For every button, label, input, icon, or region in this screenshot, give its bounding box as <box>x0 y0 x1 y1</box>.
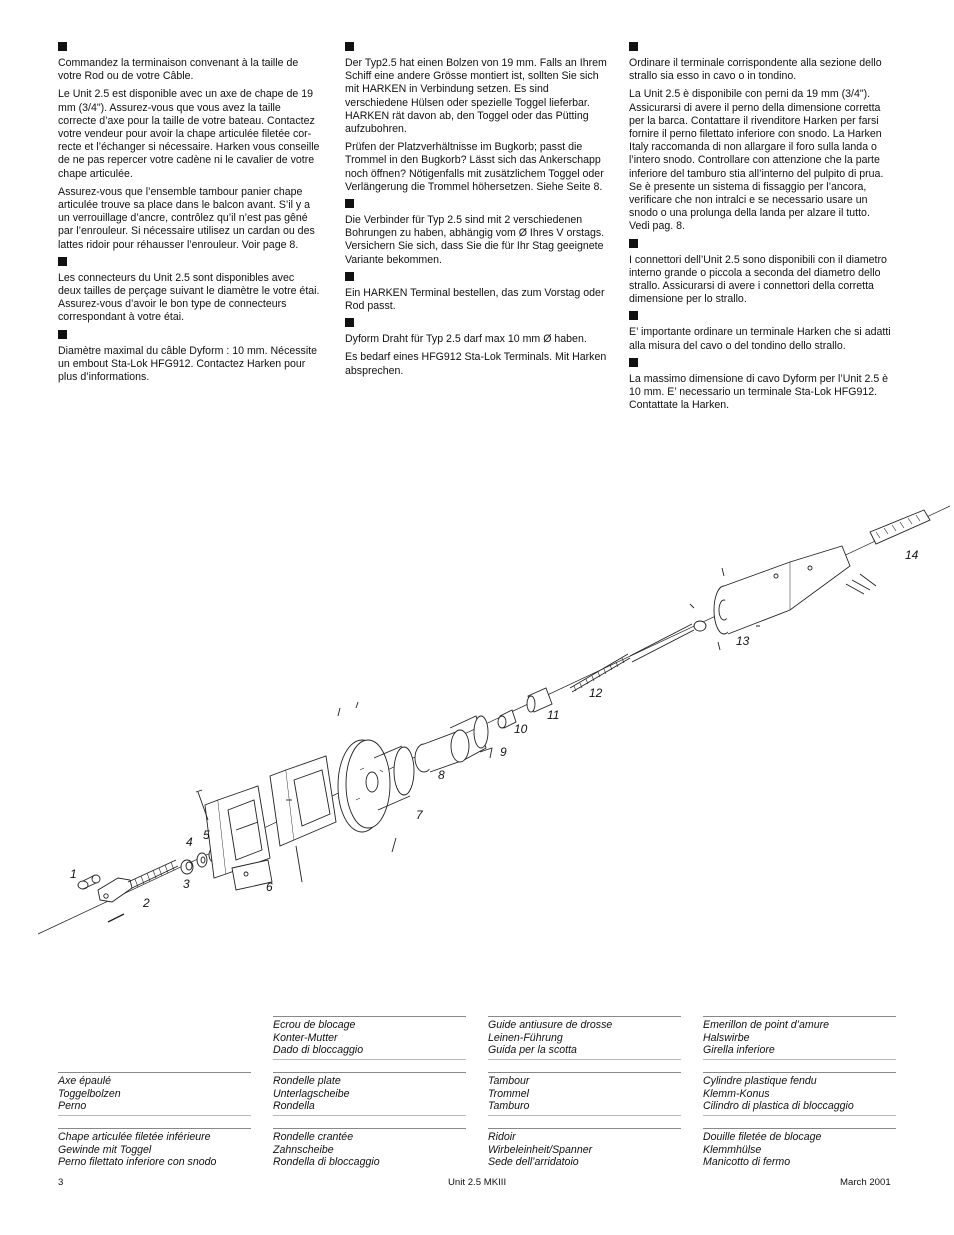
legend-fr: Rondelle crantée <box>273 1131 354 1143</box>
part-number-3: 3 <box>183 877 190 891</box>
document-date: March 2001 <box>840 1177 891 1188</box>
part-number-4: 4 <box>186 835 193 849</box>
legend-rule <box>703 1128 896 1129</box>
legend-it: Guida per la scotta <box>488 1044 577 1057</box>
legend-rule <box>58 1128 251 1129</box>
legend-fr: Ridoir <box>488 1131 516 1143</box>
legend-de: Konter-Mutter <box>273 1031 338 1044</box>
legend-it: Rondella di bloccaggio <box>273 1156 380 1169</box>
legend-de: Gewinde mit Toggel <box>58 1143 152 1156</box>
bullet-square <box>629 42 638 51</box>
german-column <box>345 42 607 383</box>
legend-it: Cilindro di plastica di bloccaggio <box>703 1100 854 1113</box>
german-p6: Es bedarf eines HFG912 Sta-Lok Terminals. Mit Harken absprechen. <box>345 351 607 377</box>
part-number-8: 8 <box>438 768 445 782</box>
italian-p5: La massimo dimensione di cavo Dyform per l’Unit 2.5 è 10 mm. E’ necessario un terminale Sta-Lok HFG912. Contattate la Harken. <box>629 372 889 412</box>
part-line-guide <box>270 756 336 882</box>
part-number-7: 7 <box>416 808 423 822</box>
legend-item-clevis-pin <box>58 1072 251 1116</box>
legend-item-locking-sleeve <box>703 1128 896 1169</box>
legend-fr: Ecrou de blocage <box>273 1019 356 1031</box>
french-p1: Commandez la terminaison convenant à la taille de votre Rod ou de votre Câble. <box>58 57 299 83</box>
legend-item-tooth-washer <box>273 1128 466 1169</box>
legend-rule <box>273 1016 466 1017</box>
page-number: 3 <box>58 1177 64 1188</box>
german-p5: Dyform Draht für Typ 2.5 darf max 10 mm Ø haben. <box>345 333 587 346</box>
legend-it: Rondella <box>273 1100 315 1113</box>
bullet-square <box>345 199 354 208</box>
legend-fr: Tambour <box>488 1075 530 1087</box>
part-number-6: 6 <box>266 880 273 894</box>
part-number-2: 2 <box>143 896 150 910</box>
part-foil-connector <box>690 546 876 650</box>
legend-it: Dado di bloccaggio <box>273 1044 364 1057</box>
legend-de: Klemm-Konus <box>703 1087 770 1100</box>
legend-de: Unterlagscheibe <box>273 1087 350 1100</box>
bullet-square <box>629 358 638 367</box>
french-p3: Assurez-vous que l’ensemble tambour panier chape articulée trouve sa place dans le balcon avant. S’il y a un verrouillage d’ancre, contrôlez qu’il n’est pas gêné par l’enrouleur. Si nécessaire utilisez un cardan ou des lattes ridoir pour réhausser l’enrouleur. Voir page 8. <box>58 185 315 251</box>
part-number-5: 5 <box>203 828 210 842</box>
legend-fr: Douille filetée de blocage <box>703 1131 822 1143</box>
legend-item-split-cylinder <box>703 1072 896 1116</box>
part-number-11: 11 <box>547 708 560 722</box>
legend-item-swivel-base <box>488 1128 681 1169</box>
bullet-square <box>58 42 67 51</box>
part-number-14: 14 <box>905 548 919 562</box>
legend-rule <box>703 1059 896 1060</box>
legend-de: Klemmhülse <box>703 1143 762 1156</box>
italian-p2: La Unit 2.5 è disponibile con perni da 19 mm (3/4"). Assicurarsi di avere il perno della dimensione corretta per la barca. Contattare il rivenditore Harken per farsi fornire il perno filettato inferiore con snodo. La Harken Italy raccomanda di non allargare il foro sulla landa o l’intero snodo. Controllare con attenzione che la parte inferiore del tamburo stia all’interno del pulpito di prua. Se è presente un sistema di fissaggio per l’ancora, verificare che non intralci e se necessario usare un snodo o una prolunga della landa per alzare il tutto. Vedi pag. 8. <box>629 88 884 233</box>
french-p2: Le Unit 2.5 est disponible avec un axe de chape de 19 mm (3/4"). Assurez-vous que vous avez la taille correcte d’axe pour la taille de votre bateau. Contactez votre vendeur pour avoir la chape articulée filetée cor-recte et l’échanger si nécessaire. Harken vous conseille de ne pas repercer votre cadène ni le cavalier de votre chape articulée. <box>58 88 320 180</box>
french-p4: Les connecteurs du Unit 2.5 sont disponibles avec deux tailles de perçage suivant le diamètre le votre étai. Assurez-vous d’avoir le bon type de connecteurs correspondant à votre étai. <box>58 271 320 324</box>
legend-rule <box>273 1115 466 1116</box>
italian-column <box>629 42 891 417</box>
part-flat-washer <box>197 853 207 867</box>
legend-de: Leinen-Führung <box>488 1031 563 1044</box>
bullet-square <box>345 42 354 51</box>
bullet-square <box>629 239 638 248</box>
italian-p4: E’ importante ordinare un terminale Harken che si adatti alla misura del cavo o del tondino dello strallo. <box>629 326 891 352</box>
legend-fr: Emerillon de point d’amure <box>703 1019 830 1031</box>
part-threaded-sleeve <box>870 510 930 544</box>
legend-fr: Chape articulée filetée inférieure <box>58 1131 211 1143</box>
part-number-1: 1 <box>70 867 77 881</box>
legend-fr: Guide antiusure de drosse <box>488 1019 613 1031</box>
part-threaded-toggle <box>98 860 178 922</box>
legend-it: Perno <box>58 1100 87 1113</box>
legend-fr: Rondelle plate <box>273 1075 341 1087</box>
legend-rule <box>488 1115 681 1116</box>
german-p2: Prüfen der Platzverhältnisse im Bugkorb; passt die Trommel in den Bugkorb? Lässt sich das Ankerschapp noch öffnen? Nötigenfalls mit zusätzlichem Toggel oder Verlängerung die Trommel höhersetzen. Siehe Seite 8. <box>345 141 604 193</box>
part-tack-swivel <box>415 716 492 772</box>
exploded-parts-diagram <box>0 470 954 970</box>
legend-rule <box>703 1115 896 1116</box>
legend-de: Wirbeleinheit/Spanner <box>488 1143 593 1156</box>
legend-rule <box>488 1072 681 1073</box>
legend-de: Zahnscheibe <box>273 1143 334 1156</box>
legend-it: Manicotto di fermo <box>703 1156 791 1169</box>
legend-it: Perno filettato inferiore con snodo <box>58 1156 217 1169</box>
legend-rule <box>488 1059 681 1060</box>
legend-it: Girella inferiore <box>703 1044 775 1057</box>
legend-rule <box>488 1016 681 1017</box>
legend-it: Sede dell’arridatoio <box>488 1156 579 1169</box>
part-rod <box>630 621 706 662</box>
legend-rule <box>58 1115 251 1116</box>
legend-rule <box>273 1072 466 1073</box>
legend-rule <box>273 1059 466 1060</box>
italian-p1: Ordinare il terminale corrispondente alla sezione dello strallo sia esso in cavo o in tondino. <box>629 57 882 83</box>
legend-item-line-guide <box>488 1016 681 1060</box>
legend-de: Halswirbe <box>703 1031 750 1044</box>
legend-item-tack-swivel <box>703 1016 896 1060</box>
legend-fr: Cylindre plastique fendu <box>703 1075 817 1087</box>
legend-item-lock-nut <box>273 1016 466 1060</box>
document-title: Unit 2.5 MKIII <box>448 1177 507 1188</box>
bullet-square <box>345 272 354 281</box>
legend-rule <box>58 1072 251 1073</box>
legend-item-threaded-toggle <box>58 1128 251 1169</box>
french-p5: Diamètre maximal du câble Dyform : 10 mm. Nécessite un embout Sta-Lok HFG912. Contactez Harken pour plus d’informations. <box>58 344 318 384</box>
legend-rule <box>703 1016 896 1017</box>
part-lock-nut <box>181 860 193 874</box>
german-p1: Der Typ2.5 hat einen Bolzen von 19 mm. Falls an Ihrem Schiff eine andere Grösse montiert ist, sollten Sie sich mit HARKEN in Verbindung setzen. Es sind verschiedene Hülsen oder spezielle Toggel lieferbar. HARKEN rät davon ab, den Toggel oder das Pütting aufzubohren. <box>345 57 607 136</box>
legend-fr: Axe épaulé <box>58 1075 112 1087</box>
legend-rule <box>703 1072 896 1073</box>
part-number-10: 10 <box>514 722 528 736</box>
part-number-12: 12 <box>589 686 603 700</box>
bullet-square <box>345 318 354 327</box>
french-column <box>58 42 320 389</box>
legend-rule <box>488 1128 681 1129</box>
legend-de: Toggelbolzen <box>58 1087 121 1100</box>
legend-item-drum <box>488 1072 681 1116</box>
part-number-9: 9 <box>500 745 507 759</box>
legend-rule <box>273 1128 466 1129</box>
german-p3: Die Verbinder für Typ 2.5 sind mit 2 verschiedenen Bohrungen zu haben, abhängig vom Ø Ihres V orstags. Versichern Sie sich, dass Sie die für Ihr Stag geeignete Variante bekommen. <box>345 214 605 266</box>
part-clevis-pin <box>78 875 100 889</box>
legend-it: Tamburo <box>488 1100 530 1113</box>
bullet-square <box>629 311 638 320</box>
italian-p3: I connettori dell’Unit 2.5 sono disponibili con il diametro interno grande o piccola a seconda del diametro dello strallo. Assicurarsi di avere i connettori della corretta dimensione per lo strallo. <box>629 253 887 306</box>
part-number-13: 13 <box>736 634 750 648</box>
legend-de: Trommel <box>488 1087 529 1100</box>
bullet-square <box>58 257 67 266</box>
bullet-square <box>58 330 67 339</box>
part-drum <box>338 702 414 852</box>
german-p4: Ein HARKEN Terminal bestellen, das zum Vorstag oder Rod passt. <box>345 286 605 313</box>
legend-item-flat-washer <box>273 1072 466 1116</box>
